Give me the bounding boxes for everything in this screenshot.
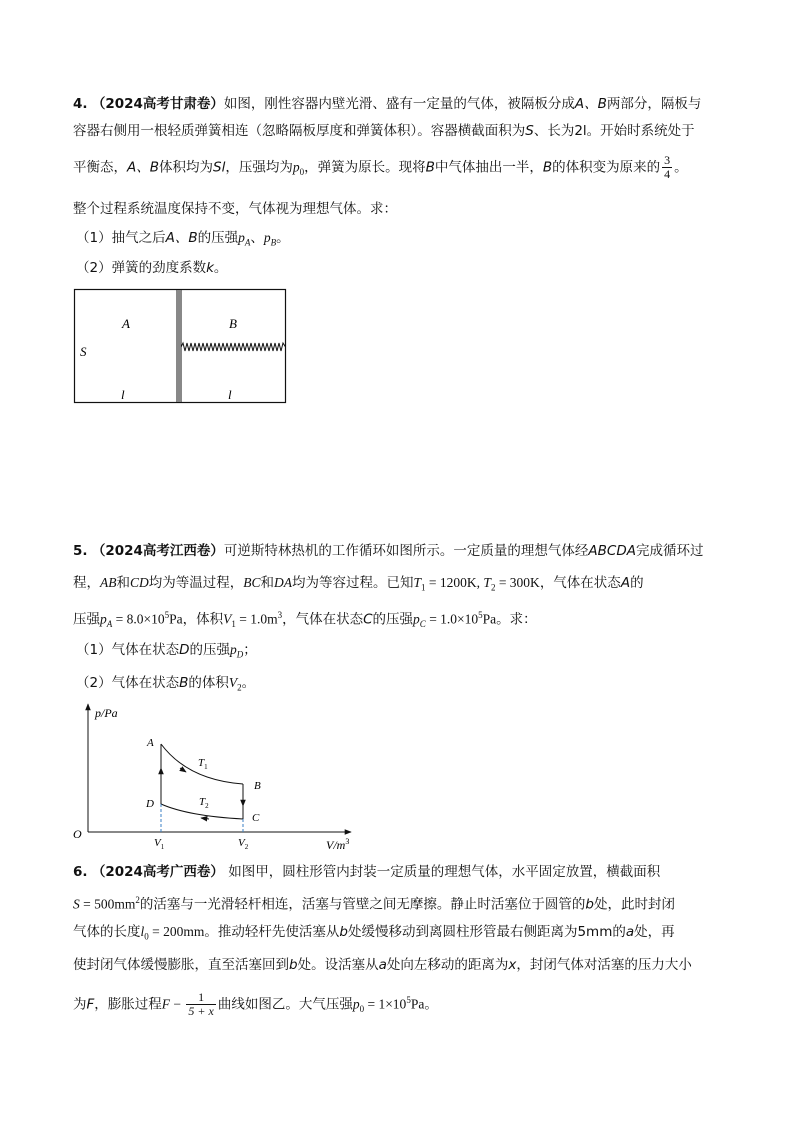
fraction-one-over-5-plus-x: $\frac{1}{5 + x}$ — [188, 990, 214, 1018]
v-axis-label: $V/m^3$ — [326, 837, 350, 850]
p4-question-1: （1）抽气之后A、B的压强$p_A$、$p_B$。 — [76, 230, 290, 248]
label-l-left: l — [121, 387, 125, 402]
fraction-three-quarters: $\frac{3}{4}$ — [664, 153, 671, 181]
p5-line-1: 5. （2024高考江西卷）可逆斯特林热机的工作循环如图所示。一定质量的理想气体经ABCDA完成循环过 — [73, 543, 704, 559]
p5-pv-graph — [68, 700, 368, 850]
v2-label: $V_2$ — [238, 837, 249, 850]
p6-line-4: 使封闭气体缓慢膨胀，直至活塞回到b处。设活塞从a处向左移动的距离为x，封闭气体对活塞的压力大小 — [73, 957, 692, 973]
point-c-label: C — [252, 812, 260, 824]
label-a: A — [122, 316, 130, 331]
p4-line-2: 容器右侧用一根轻质弹簧相连（忽略隔板厚度和弹簧体积）。容器横截面积为S、长为2l。开始时系统处于 — [73, 123, 695, 139]
t2-label: $T_2$ — [199, 796, 209, 810]
p4-line-1: 4. （2024高考甘肃卷）如图，刚性容器内壁光滑、盛有一定量的气体，被隔板分成A、B两部分，隔板与 — [73, 96, 702, 112]
point-d-label: D — [146, 798, 154, 810]
point-b-label: B — [254, 780, 261, 792]
t1-label: $T_1$ — [198, 757, 208, 771]
arrow-ab — [180, 768, 186, 772]
p6-source: （2024高考广西卷） — [91, 864, 224, 880]
label-l-right: l — [228, 387, 232, 402]
p4-question-2: （2）弹簧的劲度系数k。 — [76, 260, 228, 276]
p4-number: 4. — [73, 96, 88, 112]
arrow-cd — [201, 818, 209, 819]
label-s: S — [80, 344, 87, 359]
v1-label: $V_1$ — [154, 837, 165, 850]
p4-container-figure — [72, 287, 288, 405]
p6-line-3: 气体的长度$l_0 = 200mm$。推动轻杆先使活塞从b处缓慢移动到离圆柱形管最右侧距离为5mm的a处，再 — [73, 924, 675, 942]
point-a-label: A — [147, 737, 154, 749]
p4-source: （2024高考甘肃卷） — [91, 96, 224, 112]
p6-line-5: 为F，膨胀过程F − $\frac{1}{5 + x}$ 曲线如图乙。大气压强$p_0 = 1\times 10^5Pa$。 — [73, 990, 438, 1018]
p5-source: （2024高考江西卷） — [91, 543, 224, 559]
p5-number: 5. — [73, 543, 88, 559]
p5-question-1: （1）气体在状态D的压强$p_D$； — [76, 642, 257, 660]
p-axis-label: p/Pa — [95, 706, 118, 720]
p5-line-3: 压强$p_A = 8.0\times 10^5Pa$，体积$V_1 = 1.0m^3$，气体在状态C的压强$p_C = 1.0\times 10^5Pa$。求： — [73, 610, 537, 630]
p6-line-2: $S = 500mm^2$的活塞与一光滑轻杆相连，活塞与管壁之间无摩擦。静止时活塞位于圆管的b处，此时封闭 — [73, 895, 675, 913]
spring — [181, 343, 286, 351]
p6-line-1: 6. （2024高考广西卷） 如图甲，圆柱形管内封装一定质量的理想气体，水平固定放置，横截面积 — [73, 864, 661, 880]
p5-line-2: 程，AB和CD均为等温过程，BC和DA均为等容过程。已知$T_1 = 1200K$, $T_2 = 300K$，气体在状态A的 — [73, 575, 644, 593]
origin-label: O — [73, 827, 82, 841]
p5-question-2: （2）气体在状态B的体积$V_2$。 — [76, 675, 256, 693]
p4-line-4: 整个过程系统温度保持不变，气体视为理想气体。求： — [73, 201, 397, 217]
label-b: B — [229, 316, 237, 331]
p4-line-3: 平衡态，A、B体积均为Sl，压强均为$p_0$，弹簧为原长。现将B中气体抽出一半，B的体积变为原来的 $\frac{3}{4}$ 。 — [73, 153, 688, 181]
p6-number: 6. — [73, 864, 88, 880]
